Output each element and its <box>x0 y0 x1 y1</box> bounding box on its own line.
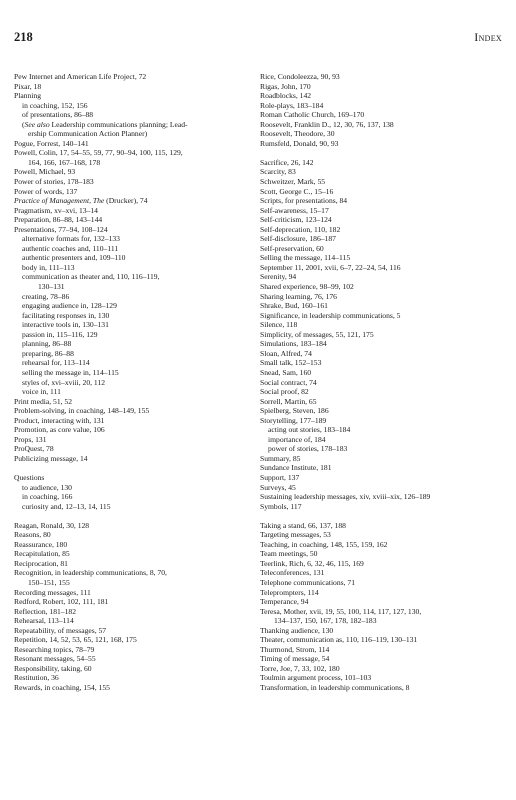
page-header <box>14 30 502 50</box>
index-subentry: 150–151, 155 <box>28 577 70 587</box>
index-subentry: in coaching, 152, 156 <box>22 100 88 110</box>
index-entry: Selling the message, 114–115 <box>260 253 351 263</box>
index-entry: Reassurance, 180 <box>14 539 68 549</box>
index-entry: Practice of Management, The (Drucker), 74 <box>14 196 148 206</box>
running-head: Index <box>474 30 502 44</box>
index-subentry: ership Communication Action Planner) <box>28 129 148 139</box>
index-entry: Shrake, Bud, 160–161 <box>260 301 328 311</box>
index-entry: Serenity, 94 <box>260 272 297 282</box>
index-entry: ProQuest, 78 <box>14 444 54 454</box>
index-entry: Storytelling, 177–189 <box>260 415 327 425</box>
index-subentry: styles of, xvi–xviii, 20, 112 <box>22 377 106 387</box>
index-entry: Roosevelt, Franklin D., 12, 30, 76, 137, 138 <box>260 119 394 129</box>
index-entry: Significance, in leadership communications, 5 <box>260 310 401 320</box>
index-entry: Responsibility, taking, 60 <box>14 663 92 673</box>
index-entry: Team meetings, 50 <box>260 549 318 559</box>
index-subentry: alternative formats for, 132–133 <box>22 234 120 244</box>
index-entry: Powell, Colin, 17, 54–55, 59, 77, 90–94, 100, 115, 129, <box>14 148 183 158</box>
index-entry: Teleprompters, 114 <box>260 587 319 597</box>
index-entry: Pogue, Forrest, 140–141 <box>14 138 89 148</box>
index-entry: Recognition, in leadership communications, 8, 70, <box>14 568 167 578</box>
index-entry: Sacrifice, 26, 142 <box>260 157 314 167</box>
index-entry: Reasons, 80 <box>14 530 51 540</box>
index-entry: Simplicity, of messages, 55, 121, 175 <box>260 329 374 339</box>
page-number: 218 <box>14 30 33 44</box>
index-entry: Recapitulation, 85 <box>14 549 70 559</box>
index-subentry: of presentations, 86–88 <box>22 110 94 120</box>
index-entry: Summary, 85 <box>260 453 301 463</box>
index-entry: Repetition, 14, 52, 53, 65, 121, 168, 175 <box>14 635 137 645</box>
index-entry: Powell, Michael, 93 <box>14 167 76 177</box>
index-subentry: engaging audience in, 128–129 <box>22 301 117 311</box>
index-entry: Self-awareness, 15–17 <box>260 205 329 215</box>
index-entry: Shared experience, 98–99, 102 <box>260 282 354 292</box>
index-entry: Pew Internet and American Life Project, 72 <box>14 72 147 81</box>
index-entry: Schweitzer, Mark, 55 <box>260 177 326 187</box>
index-entry: Pragmatism, xv–xvi, 13–14 <box>14 205 98 215</box>
index-entry: Toulmin argument process, 101–103 <box>260 673 372 683</box>
index-entry: Reagan, Ronald, 30, 128 <box>14 520 90 530</box>
index-entry: Preparation, 86–88, 143–144 <box>14 215 103 225</box>
index-subentry: 164, 166, 167–168, 178 <box>28 157 101 167</box>
index-entry: Temperance, 94 <box>260 597 309 607</box>
index-entry: Simulations, 183–184 <box>260 339 327 349</box>
index-subentry: acting out stories, 183–184 <box>268 425 351 435</box>
index-entry: Sloan, Alfred, 74 <box>260 348 312 358</box>
index-entry: Researching topics, 78–79 <box>14 644 95 654</box>
index-entry: Recording messages, 111 <box>14 587 91 597</box>
index-entry: Social proof, 82 <box>260 387 309 397</box>
index-entry: Support, 137 <box>260 472 300 482</box>
index-entry: Telephone communications, 71 <box>260 577 355 587</box>
index-entry: Surveys, 45 <box>260 482 296 492</box>
index-entry: Scripts, for presentations, 84 <box>260 196 348 206</box>
index-entry: Sharing learning, 76, 176 <box>260 291 337 301</box>
index-entry: Rewards, in coaching, 154, 155 <box>14 683 110 692</box>
index-subentry: (See also Leadership communications planning; Lead- <box>22 119 188 129</box>
index-entry: Small talk, 152–153 <box>260 358 322 368</box>
index-entry: Redford, Robert, 102, 111, 181 <box>14 597 109 607</box>
index-subentry: authentic presenters and, 109–110 <box>22 253 126 263</box>
index-entry: Self-criticism, 123–124 <box>260 215 332 225</box>
index-column-left <box>14 72 254 693</box>
index-subentry: voice in, 111 <box>22 387 61 397</box>
index-entry: Torre, Joe, 7, 33, 102, 180 <box>260 663 340 673</box>
index-entry: Scott, George C., 15–16 <box>260 186 334 196</box>
index-entry: Roadblocks, 142 <box>260 91 312 101</box>
index-subentry: selling the message in, 114–115 <box>22 367 119 377</box>
index-section-gap <box>14 463 254 473</box>
index-entry: Reciprocation, 81 <box>14 558 68 568</box>
index-subentry: creating, 78–86 <box>22 291 70 301</box>
index-entry: Print media, 51, 52 <box>14 396 73 406</box>
index-entry: Questions <box>14 472 45 482</box>
index-entry: Theater, communication as, 110, 116–119, 130–131 <box>260 635 418 645</box>
index-entry: Repeatability, of messages, 57 <box>14 625 107 635</box>
index-subentry: in coaching, 166 <box>22 492 73 502</box>
index-subentry: importance of, 184 <box>268 434 326 444</box>
index-entry: Teresa, Mother, xvii, 19, 55, 100, 114, 117, 127, 130, <box>260 606 422 616</box>
index-subentry: 130–131 <box>38 282 65 292</box>
index-entry: Props, 131 <box>14 434 47 444</box>
index-entry: Teerlink, Rich, 6, 32, 46, 115, 169 <box>260 558 364 568</box>
index-entry: Symbols, 117 <box>260 501 302 511</box>
index-entry: Thurmond, Strom, 114 <box>260 644 330 654</box>
index-entry: Social contract, 74 <box>260 377 317 387</box>
index-entry: Sundance Institute, 181 <box>260 463 332 473</box>
index-entry: Scarcity, 83 <box>260 167 296 177</box>
index-entry: Targeting messages, 53 <box>260 530 331 540</box>
index-entry: September 11, 2001, xvii, 6–7, 22–24, 54, 116 <box>260 262 401 272</box>
index-entry: Timing of message, 54 <box>260 654 330 664</box>
index-entry: Sorrell, Martin, 65 <box>260 396 317 406</box>
index-entry: Rice, Condoleezza, 90, 93 <box>260 72 340 81</box>
index-entry: Sustaining leadership messages, xiv, xviii–xix, 126–189 <box>260 492 431 502</box>
index-entry: Product, interacting with, 131 <box>14 415 105 425</box>
index-entry: Problem-solving, in coaching, 148–149, 155 <box>14 406 150 416</box>
index-subentry: interactive tools in, 130–131 <box>22 320 109 330</box>
index-subentry: authentic coaches and, 110–111 <box>22 243 119 253</box>
index-entry: Power of words, 137 <box>14 186 78 196</box>
index-entry: Roman Catholic Church, 169–170 <box>260 110 365 120</box>
index-entry: Roosevelt, Theodore, 30 <box>260 129 335 139</box>
index-subentry: body in, 111–113 <box>22 262 75 272</box>
index-entry: Snead, Sam, 160 <box>260 367 312 377</box>
index-entry: Transformation, in leadership communications, 8 <box>260 683 410 692</box>
index-entry: Pixar, 18 <box>14 81 42 91</box>
index-entry: Planning <box>14 91 42 101</box>
index-entry: Promotion, as core value, 106 <box>14 425 105 435</box>
index-entry: Rumsfeld, Donald, 90, 93 <box>260 138 339 148</box>
index-entry: Restitution, 36 <box>14 673 59 683</box>
index-entry: Reflection, 181–182 <box>14 606 77 616</box>
index-subentry: facilitating responses in, 130 <box>22 310 110 320</box>
index-subentry: curiosity and, 12–13, 14, 115 <box>22 501 111 511</box>
index-section-gap <box>260 148 500 158</box>
index-subentry: communication as theater and, 110, 116–119, <box>22 272 160 282</box>
index-entry: Teaching, in coaching, 148, 155, 159, 162 <box>260 539 388 549</box>
index-entry: Publicizing message, 14 <box>14 453 88 463</box>
index-entry: Presentations, 77–94, 108–124 <box>14 224 108 234</box>
index-column-right <box>260 72 500 693</box>
index-subentry: 134–137, 150, 167, 178, 182–183 <box>274 616 377 626</box>
index-entry: Silence, 118 <box>260 320 298 330</box>
index-entry: Self-disclosure, 186–187 <box>260 234 336 244</box>
index-subentry: power of stories, 178–183 <box>268 444 348 454</box>
index-entry: Taking a stand, 66, 137, 188 <box>260 520 346 530</box>
index-entry: Self-preservation, 60 <box>260 243 324 253</box>
index-entry: Thanking audience, 130 <box>260 625 334 635</box>
index-subentry: to audience, 130 <box>22 482 72 492</box>
index-entry: Rehearsal, 113–114 <box>14 616 74 626</box>
index-section-gap <box>260 511 500 521</box>
index-entry: Resonant messages, 54–55 <box>14 654 96 664</box>
index-entry: Role-plays, 183–184 <box>260 100 324 110</box>
index-entry: Teleconferences, 131 <box>260 568 325 578</box>
index-entry: Self-deprecation, 110, 182 <box>260 224 341 234</box>
index-subentry: passion in, 115–116, 129 <box>22 329 98 339</box>
index-entry: Rigas, John, 170 <box>260 81 311 91</box>
index-subentry: rehearsal for, 113–114 <box>22 358 90 368</box>
index-subentry: planning, 86–88 <box>22 339 72 349</box>
index-subentry: preparing, 86–88 <box>22 348 74 358</box>
index-entry: Power of stories, 178–183 <box>14 177 94 187</box>
index-section-gap <box>14 511 254 521</box>
index-entry: Spielberg, Steven, 186 <box>260 406 329 416</box>
